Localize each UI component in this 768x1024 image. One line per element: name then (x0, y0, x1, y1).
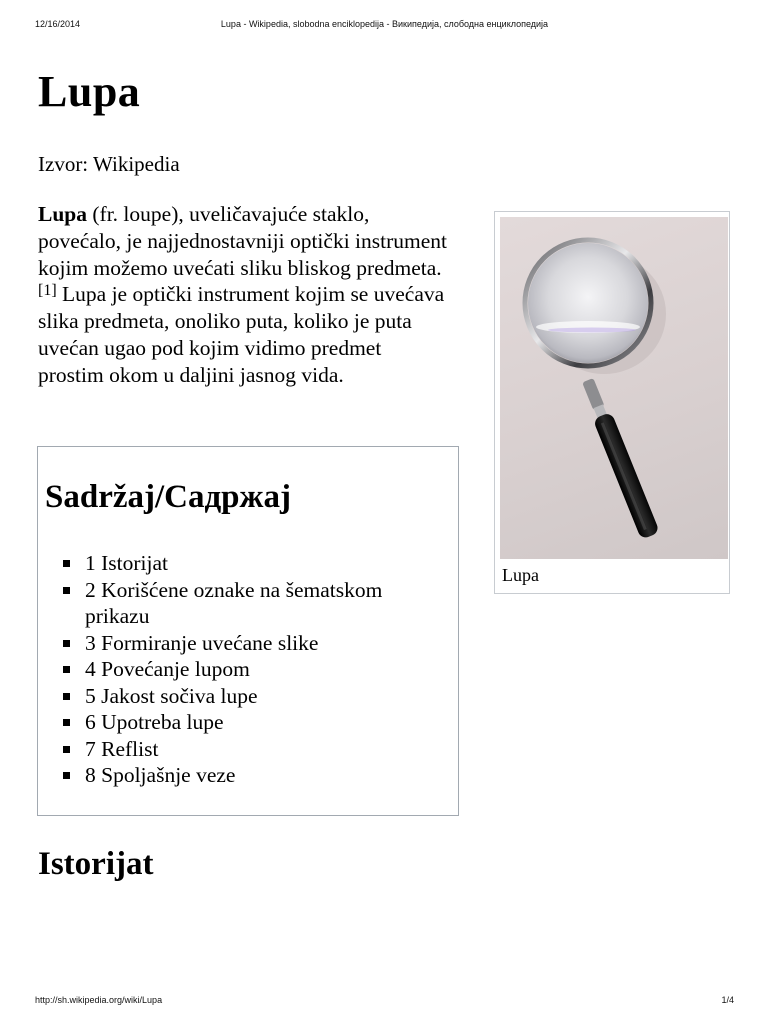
intro-text-part2: Lupa je optički instrument kojim se uvećava slika predmeta, onoliko puta, koliko je puta uvećan ugao pod kojim vidimo predmet prostim okom u daljini jasnog vida. (38, 282, 445, 387)
toc-item-oznake[interactable]: 2 Korišćene oznake na šematskom prikazu (38, 577, 448, 630)
toc-item-reflist[interactable]: 7 Reflist (38, 736, 448, 763)
source-line: Izvor: Wikipedia (38, 152, 180, 176)
infobox (494, 211, 730, 594)
magnifying-glass-icon (500, 217, 728, 559)
toc-item-istorijat[interactable]: 1 Istorijat (38, 550, 448, 577)
toc-item-povecanje[interactable]: 4 Povećanje lupom (38, 656, 448, 683)
toc-item-formiranje[interactable]: 3 Formiranje uvećane slike (38, 630, 448, 657)
page-title: Lupa (38, 67, 141, 116)
intro-bold-term: Lupa (38, 202, 88, 226)
toc-title: Sadržaj/Садржај (45, 479, 291, 515)
page-url: http://sh.wikipedia.org/wiki/Lupa (35, 995, 163, 1005)
print-document-title: Lupa - Wikipedia, slobodna enciklopedija - Википедија, слободна енциклопедија (220, 19, 549, 29)
section-heading-istorijat: Istorijat (38, 846, 154, 882)
footnote-link[interactable]: [1] (38, 282, 57, 300)
table-of-contents (37, 446, 459, 816)
intro-paragraph (38, 201, 448, 389)
toc-item-jakost[interactable]: 5 Jakost sočiva lupe (38, 683, 448, 710)
toc-item-spoljasnje-veze[interactable]: 8 Spoljašnje veze (38, 762, 448, 789)
toc-list (38, 550, 448, 789)
magnifying-glass-image[interactable] (500, 217, 728, 559)
toc-item-upotreba[interactable]: 6 Upotreba lupe (38, 709, 448, 736)
infobox-caption: Lupa (502, 565, 539, 585)
page-number: 1/4 (721, 995, 734, 1005)
intro-text-part1: (fr. loupe), uveličavajuće staklo, povećalo, je najjednostavniji optički instrument kojim možemo uvećati sliku bliskog predmeta. (38, 202, 448, 280)
print-date: 12/16/2014 (35, 19, 81, 29)
